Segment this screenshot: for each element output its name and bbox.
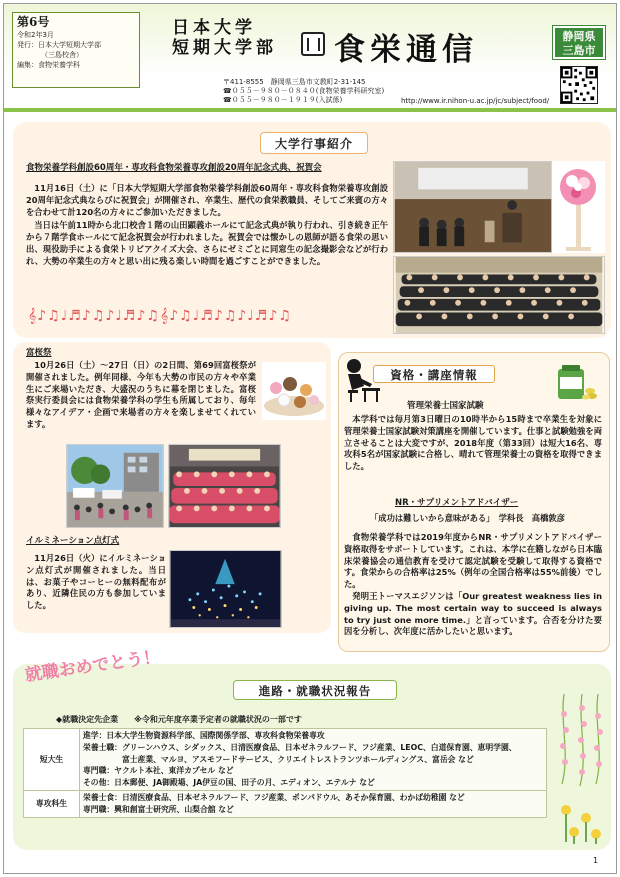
employment-destinations	[80, 729, 547, 791]
national-exam-text: 本学科では毎月第3日曜日の10時半から15時まで卒業生を対象に管理栄養士国家試験対策講座を開催しています。仕事と試験勉強を両立させることは大変ですが、2018年度（第33回）は短大16名、専攻科5名が国家試験に合格し、晴れて管理栄養士の資格を取得できました。	[344, 414, 602, 472]
city-badge	[553, 26, 605, 59]
employment-note: ◆就職決定先企業 ※令和元年度卒業予定者の就職状況の一部です	[56, 715, 302, 724]
festival-text: 10月26日（土）～27日（日）の2日間、第69回富桜祭が開催されました。例年同様、今年も大勢の市民の方々や卒業生にご来場いただき、大盛況のうちに幕を閉じました。富桜祭実行委員会には食物栄養学科の学生も所属しており、毎年様々なアイデア・企画で来場者の方々を楽しませてくれています。	[26, 360, 256, 429]
festival-article	[26, 360, 256, 431]
paper-title: 食栄通信	[334, 32, 478, 68]
employment-line: 富士産業、マルヨ、アスモフードサービス、クリエイトレストランツホールディングス、富岳会 など	[83, 754, 474, 764]
university-name	[172, 18, 277, 58]
nr-advisor-text: 食物栄養学科では2019年度からNR・サプリメントアドバイザー資格取得をサポートしています。これは、本学に在籍しながら日本臨床栄養協会の通信教育を受けて認定試験を受験して取得する資格です。食栄からの合格率は25%（例年の全国合格率は55%前後）でした。	[344, 532, 602, 590]
phone-number: ☎０５５－９８０－０８４０(食物栄養学科研究室)	[223, 87, 385, 95]
nr-advisor-article	[344, 532, 602, 638]
anniversary-paragraph-1: 11月16日（土）に「日本大学短期大学部食物栄養学科創設60周年・専攻科食物栄養専攻創設20周年記念式典ならびに祝賀会」が開催され、卒業生、歴代の食栄教職員、そしてご来賓の方々を合わせて計120名の方々にご参加いただきました。	[26, 183, 388, 217]
campus: （三島校舎）	[41, 51, 83, 59]
anniversary-heading: 食物栄養学科創設60周年・専攻科食物栄養専攻創設20周年記念式典、祝賀会	[26, 163, 322, 173]
qr-code-icon[interactable]	[560, 66, 598, 104]
university-seal-icon	[301, 32, 325, 56]
issue-date: 令和2年3月	[17, 31, 54, 39]
prefecture-label: 静岡県	[562, 30, 596, 43]
festival-crowd-photo	[66, 444, 164, 528]
national-exam-article	[344, 414, 602, 473]
employment-table	[23, 728, 547, 818]
national-exam-heading: 管理栄養士国家試験	[407, 401, 484, 411]
illumination-photo	[169, 550, 282, 628]
supplement-bottle-icon	[556, 363, 598, 401]
issue-number: 第6号	[17, 15, 50, 29]
nr-quote: 「成功は難しいから意味がある」 学科長 高橋敦彦	[370, 513, 565, 523]
editor: 編集：食物栄養学科	[17, 61, 80, 69]
ceremony-photo	[393, 161, 553, 253]
flower-decoration-icon	[552, 694, 608, 844]
issue-info-box	[12, 12, 140, 88]
congratulations-banner: 就職おめでとう！	[23, 647, 162, 686]
illumination-text: 11月26日（火）にイルミネーション点灯式が開催されました。当日は、お菓子やコーヒーの無料配布があり、近隣住民の方も参加していました。	[26, 553, 166, 611]
employment-destinations	[80, 790, 547, 817]
anniversary-article	[26, 183, 388, 268]
employment-line: 栄養士食：日清医療食品、日本ゼネラルフード、フジ産業、ポンパドウル、あそか保育園、わかば幼稚園 など	[83, 792, 465, 802]
music-notes-decoration: 𝄞♪♫♩♬♪♫♪♩♬♪♫𝄞♪♫♩♬♪♫♪♩♬♪♫	[28, 308, 292, 324]
edison-quote-text: 発明王トーマスエジソンは「Our greatest weakness lies in giving up. The most certain way to succeed is always to try just one more time.」と言っています。合否を分けた要因を分析し、次年度に活かしたいと思います。	[344, 590, 602, 637]
newsletter-page	[3, 3, 617, 874]
employment-line: 進学：日本大学生物資源科学部、国際関係学部、専攻科食物栄養専攻	[83, 731, 325, 740]
anniversary-paragraph-2: 当日は午前11時から北口校舎１階の山田顕義ホールにて記念式典が執り行われ、引き続き正午から７階学食ホールにて記念祝賀会が行われました。祝賀会では懐かしの恩師が語る食栄の思い出、現役助手による食栄トリビアクイズ大会、さらにゼミごとに同窓生の記念撮影会などが行われ、大勢の卒業生の方々と思い出に残る楽しい時間を過ごすことができました。	[26, 220, 388, 266]
employment-dept: 短大生	[24, 729, 80, 791]
masthead-divider	[4, 108, 616, 112]
group-photo	[393, 256, 605, 334]
city-label: 三島市	[562, 44, 596, 57]
employment-dept: 専攻科生	[24, 790, 80, 817]
page-number: 1	[593, 856, 599, 865]
employment-line: その他：日本郵便、JA御殿場、JA伊豆の国、田子の月、エディオン、エテルナ など	[83, 778, 375, 788]
website-url[interactable]: http://www.ir.nihon-u.ac.jp/jc/subject/food/	[401, 97, 550, 105]
employment-row	[24, 790, 547, 817]
festival-food-photo	[262, 362, 326, 420]
employment-line: 専門職：ヤクルト本社、東洋カプセル など	[83, 766, 234, 776]
illumination-article	[26, 553, 166, 612]
employment-line: 栄養士職：グリーンハウス、シダックス、日清医療食品、日本ゼネラルフード、フジ産業、LEOC、白道保育園、恵明学園、	[83, 742, 517, 752]
employment-line: 専門職：興和創富士研究所、山梨合舘 など	[83, 804, 234, 814]
postal-address: 〒411-8555 静岡県三島市文教町2-31-145	[223, 78, 366, 86]
contact-address-block	[223, 78, 384, 105]
flower-stand-photo	[552, 161, 605, 253]
employment-row	[24, 729, 547, 791]
illumination-heading: イルミネーション点灯式	[26, 536, 120, 546]
university-name-line2: 短期大学部	[172, 38, 277, 58]
university-name-line1: 日本大学	[172, 18, 256, 38]
careers-section-title: 進路・就職状況報告	[233, 680, 397, 700]
events-section-title: 大学行事紹介	[260, 132, 368, 154]
festival-heading: 富桜祭	[26, 348, 52, 358]
qualifications-section-title: 資格・講座情報	[373, 365, 495, 383]
publisher: 発行：日本大学短期大学部	[17, 41, 101, 49]
nr-advisor-heading: NR・サプリメントアドバイザー	[395, 498, 519, 508]
festival-group-photo	[168, 444, 281, 528]
admissions-phone: ☎０５５－９８０－１９１９(入試係)	[223, 96, 343, 104]
